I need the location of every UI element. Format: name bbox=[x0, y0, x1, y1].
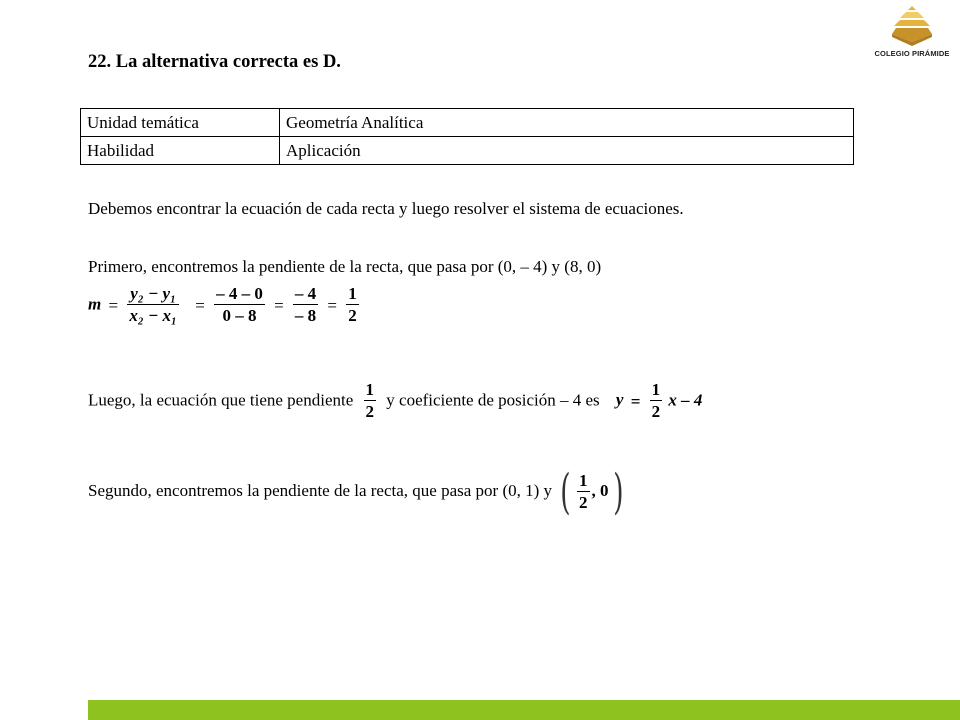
fraction-numerator: y₂ − y₁ bbox=[127, 284, 179, 305]
equals-sign: = bbox=[630, 391, 641, 411]
point-fraction bbox=[577, 471, 590, 514]
table-cell-label: Unidad temática bbox=[81, 109, 280, 137]
text-segment: Luego, la ecuación que tiene pendiente bbox=[88, 390, 354, 410]
fraction-denominator: 2 bbox=[579, 492, 588, 512]
slope-formula bbox=[88, 284, 361, 327]
logo-text: COLEGIO PIRÁMIDE bbox=[874, 49, 950, 58]
slope-definition-fraction bbox=[127, 284, 179, 327]
slope-fraction bbox=[364, 380, 377, 423]
footer-accent-bar bbox=[88, 700, 960, 720]
equation-tail: x – 4 bbox=[668, 390, 703, 410]
fraction-denominator: 2 bbox=[348, 306, 357, 325]
fraction-denominator: 2 bbox=[651, 402, 661, 421]
second-step-paragraph bbox=[88, 464, 627, 520]
equation-fraction bbox=[650, 380, 663, 423]
substituted-fraction bbox=[214, 284, 265, 327]
point-tail: , 0 bbox=[591, 480, 609, 500]
fraction-numerator: 1 bbox=[579, 470, 588, 490]
right-parenthesis: ) bbox=[612, 464, 624, 520]
equation-y: y bbox=[615, 390, 624, 410]
table-row bbox=[81, 137, 854, 165]
topic-skill-table bbox=[80, 108, 854, 165]
equals-sign: = bbox=[108, 295, 119, 315]
equals-sign: = bbox=[274, 295, 284, 315]
fraction-numerator: 1 bbox=[365, 380, 375, 399]
table-cell-value: Aplicación bbox=[280, 137, 854, 165]
text-segment: y coeficiente de posición – 4 es bbox=[386, 390, 600, 410]
table-row bbox=[81, 109, 854, 137]
left-parenthesis: ( bbox=[560, 464, 571, 520]
answer-heading: 22. La alternativa correcta es D. bbox=[88, 52, 341, 72]
fraction-numerator: – 4 bbox=[294, 284, 317, 303]
line-equation-paragraph bbox=[88, 380, 702, 423]
fraction-denominator: x₂ − x₁ bbox=[129, 306, 177, 325]
fraction-denominator: 0 – 8 bbox=[222, 306, 257, 325]
equals-sign: = bbox=[327, 295, 338, 315]
text-segment: Segundo, encontremos la pendiente de la recta, que pasa por (0, 1) y bbox=[88, 480, 553, 500]
fraction-numerator: 1 bbox=[348, 284, 357, 303]
slope-symbol: m bbox=[88, 294, 102, 314]
fraction-denominator: 2 bbox=[365, 402, 375, 421]
pyramid-logo-icon bbox=[890, 4, 934, 48]
equals-sign: = bbox=[195, 295, 205, 315]
intro-paragraph: Debemos encontrar la ecuación de cada recta y luego resolver el sistema de ecuaciones. bbox=[88, 199, 684, 218]
fraction-numerator: – 4 – 0 bbox=[216, 284, 263, 303]
result-fraction bbox=[346, 284, 359, 327]
first-step-paragraph: Primero, encontremos la pendiente de la recta, que pasa por (0, – 4) y (8, 0) bbox=[88, 257, 602, 276]
fraction-denominator: – 8 bbox=[294, 306, 317, 325]
table-cell-value: Geometría Analítica bbox=[280, 109, 854, 137]
colegio-piramide-logo bbox=[868, 4, 956, 68]
table-cell-label: Habilidad bbox=[81, 137, 280, 165]
simplified-fraction bbox=[293, 284, 318, 327]
fraction-numerator: 1 bbox=[651, 380, 661, 399]
